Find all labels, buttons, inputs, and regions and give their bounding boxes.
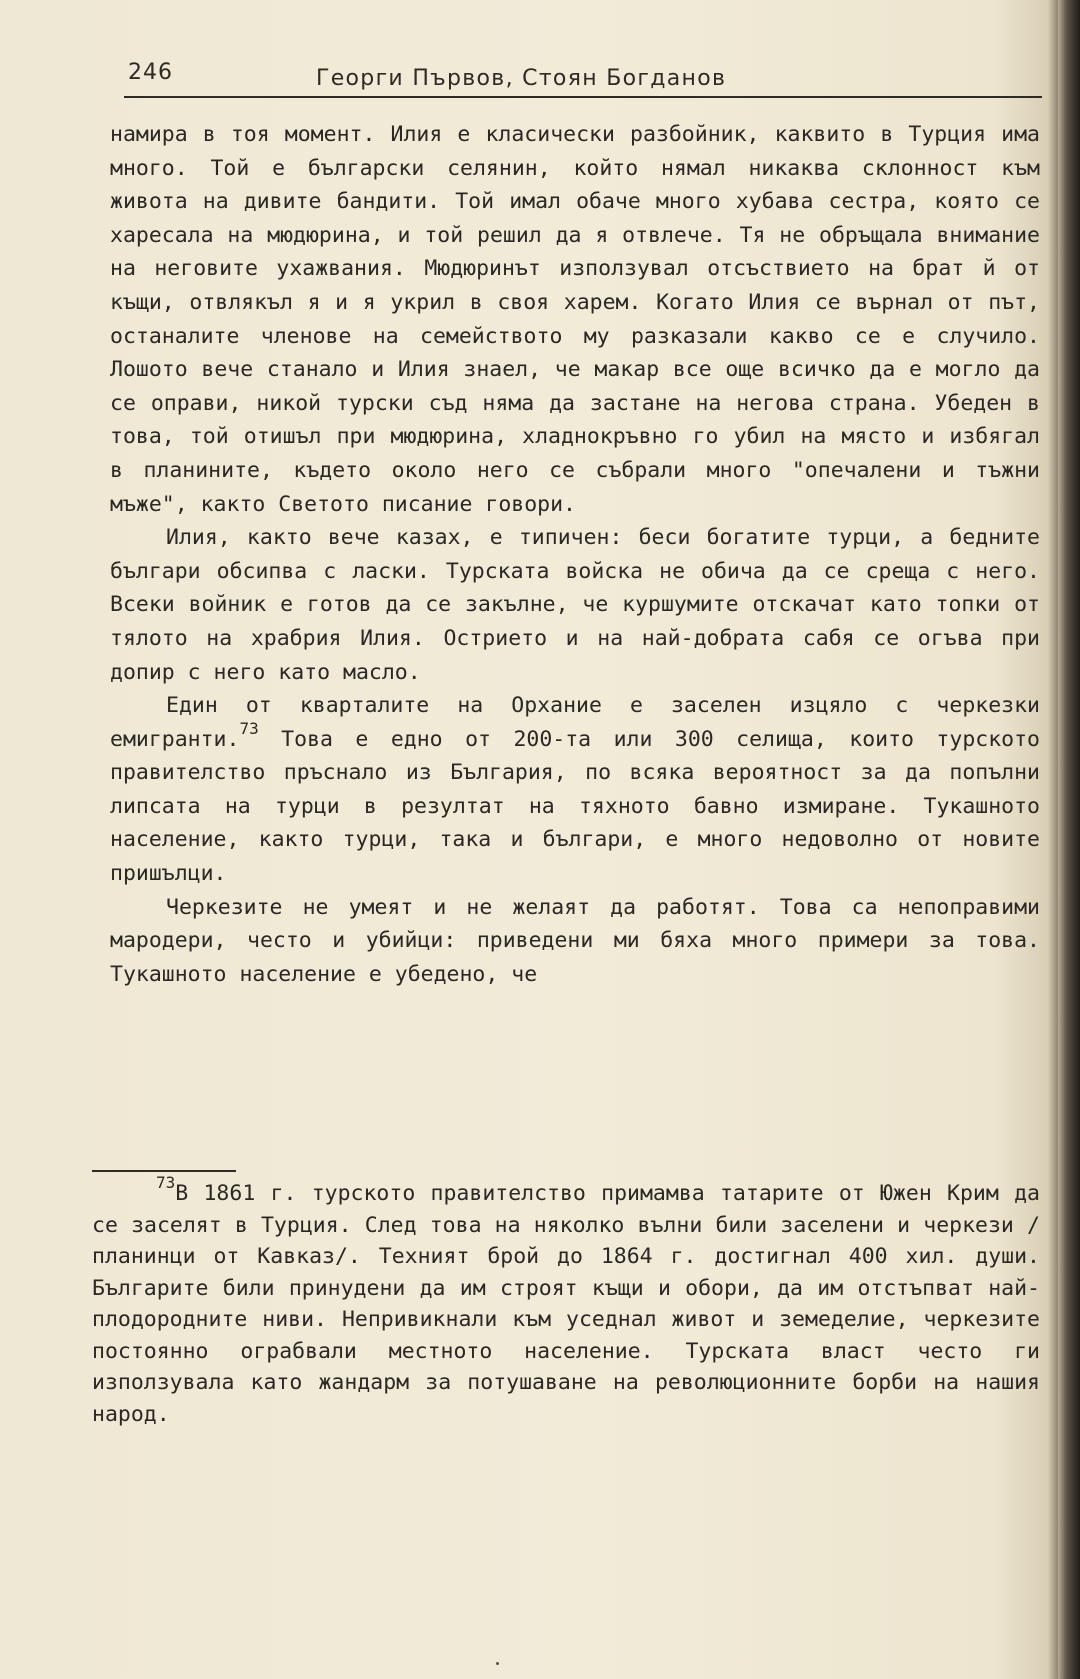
paragraph-1: намира в тоя момент. Илия е класически разбойник, каквито в Турция има много. Той е български селянин, който нямал никаква склонност към живота на дивите бандити. Той имал обаче много хубава сестра, която се харесала на мюдюрина, и той решил да я отвлече. Тя не обръщала внимание на неговите ухажвания. Мюдюринът използувал отсъствието на брат й от къщи, отвлякъл я и я укрил в своя харем. Когато Илия се върнал от път, останалите членове на семейството му разказали какво се е случило. Лошото вече станало и Илия знаел, че макар все още всичко да е могло да се оправи, никой турски съд няма да застане на негова страна. Убеден в това, той отишъл при мюдюрина, хладнокръвно го убил на място и избягал в планините, където около него се събрали много "опечалени и тъжни мъже", както Светото писание говори.	[110, 122, 1040, 517]
page-speck	[496, 1662, 499, 1665]
paragraph-4: Черкезите не умеят и не желаят да работят. Това са непоправими мародери, често и убийци: приведени ми бяха много примери за това. Тукашното население е убедено, че	[110, 894, 1040, 987]
footnote-rule	[92, 1170, 236, 1172]
paragraph-3	[110, 689, 1040, 891]
footnote-text: В 1861 г. турското правителство примамва татарите от Южен Крим да се заселят в Турция. След това на няколко вълни били заселени и черкези /планинци от Кавказ/. Техният брой до 1864 г. достигнал 400 хил. души. Българите били принудени да им строят къщи и обори, да им отстъпват най-плодородните ниви. Непривикнали към уседнал живот и земеделие, черкезите постоянно ограбвали местното население. Турската власт често ги използувала като жандарм за потушаване на революционните борби на нашия народ.	[92, 1181, 1040, 1427]
footnote-number: 73	[156, 1173, 176, 1192]
footnote	[92, 1173, 1040, 1430]
running-head: Георги Първов, Стоян Богданов	[316, 66, 727, 91]
page-binding-edge	[1058, 0, 1080, 1679]
footnote-reference[interactable]: 73	[239, 718, 259, 738]
paragraph-3-start: Един от кварталите на Орхание е заселен изцяло с черкезки емигранти.	[110, 693, 1040, 752]
paragraph-2: Илия, както вече казах, е типичен: беси богатите турци, а бедните българи обсипва с ласки. Турската войска не обича да се среща с него. Всеки войник е готов да се закълне, че куршумите отскачат като топки от тялото на храбрия Илия. Острието и на най-добрата сабя се огъва при допир с него като масло.	[110, 525, 1040, 685]
paragraph-3-end: Това е едно от 200-та или 300 селища, които турското правителство пръснало из България, по всяка вероятност за да попълни липсата на турци в резултат на тяхното бавно измиране. Тукашното население, както турци, така и българи, е много недоволно от новите пришълци.	[110, 726, 1040, 887]
header-rule	[124, 96, 1042, 98]
page-number: 246	[128, 60, 173, 85]
footnote-paragraph	[92, 1173, 1040, 1430]
page-header	[124, 58, 1042, 98]
main-text	[110, 118, 1040, 991]
